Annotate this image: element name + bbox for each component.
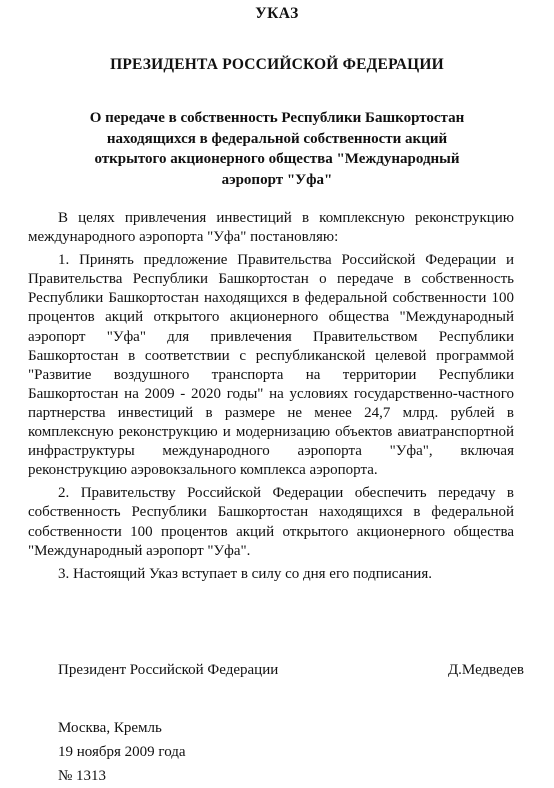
clause-2-paragraph: 2. Правительству Российской Федерации обеспечить передачу в собственность Республики Башкортостан находящихся в федеральной собственности 100 процентов акций открытого акционерного общества "Международный аэропорт "Уфа". [28,485,514,559]
clause-3-paragraph: 3. Настоящий Указ вступает в силу со дня его подписания. [58,565,432,582]
signatory-name: Д.Медведев [447,662,524,678]
title-line: аэропорт "Уфа" [221,171,333,188]
issue-details [58,716,186,788]
clause-1-paragraph: 1. Принять предложение Правительства Российской Федерации и Правительства Республики Башкортостан о передаче в собственность Республики Башкортостан находящихся в федеральной собственности 100 процентов акций открытого акционерного общества "Международный аэропорт "Уфа" для привлечения Правительством Республики Башкортостан в соответствии с республиканской целевой программой "Развитие воздушного транспорта на территории Республики Башкортостан на 2009 - 2020 годы" на условиях государственно-частного партнерства инвестиций в размере не менее 24,7 млрд. рублей в комплексную реконструкцию и модернизацию объектов авиатранспортной инфраструктуры международного аэропорта "Уфа", включая реконструкцию аэровокзального комплекса аэропорта. [28,252,514,479]
decree-body [28,209,514,588]
signatory-position: Президент Российской Федерации [58,662,279,678]
decree-heading: УКАЗ [255,5,299,22]
preamble-paragraph: В целях привлечения инвестиций в комплексную реконструкцию международного аэропорта "Уфа" постановляю: [28,210,514,246]
issue-place: Москва, Кремль [58,720,162,736]
title-line: открытого акционерного общества "Международный [94,151,460,167]
issuer-heading: ПРЕЗИДЕНТА РОССИЙСКОЙ ФЕДЕРАЦИИ [110,56,444,73]
title-line: находящихся в федеральной собственности акций [106,130,448,147]
decree-title [50,108,504,190]
issue-date: 19 ноября 2009 года [58,744,186,760]
title-line: О передаче в собственность Республики Башкортостан [89,110,465,126]
decree-number: № 1313 [58,768,107,784]
